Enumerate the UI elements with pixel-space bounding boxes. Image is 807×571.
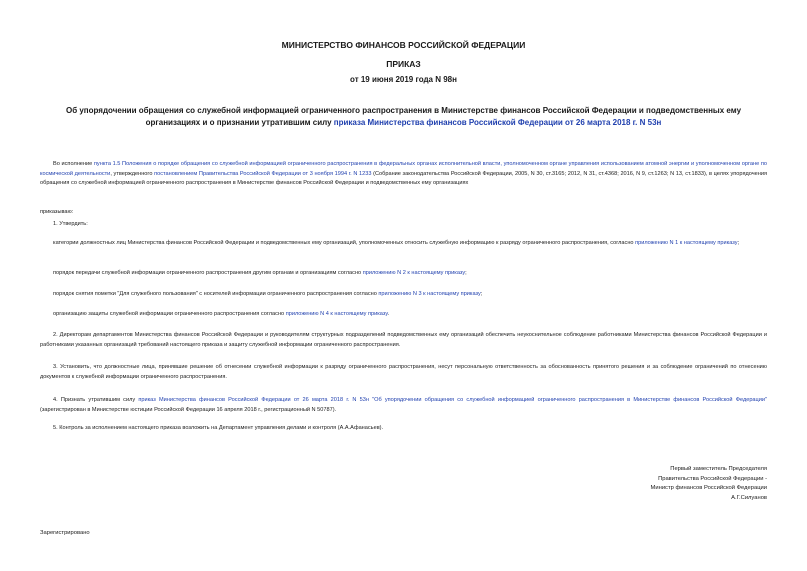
item-1c-link[interactable]: приложению N 3 к настоящему приказу [378,291,481,297]
item-1c: порядок снятия пометки "Для служебного пользования" с носителей информации ограниченного распространения согласно приложению N 3 к настоящему приказу; [53,291,483,297]
registered-note: Зарегистрировано [40,530,90,536]
item-1b-link[interactable]: приложению N 2 к настоящему приказу [362,270,466,276]
item-1c-text: порядок снятия пометки "Для служебного пользования" с носителей информации ограниченного распространения согласно [53,291,379,297]
item-1d-text: организацию защиты служебной информации ограниченного распространения согласно [53,311,286,317]
title-link[interactable]: приказа Министерства финансов Российской Федерации от 26 марта 2018 г. N 53н [333,118,662,127]
item-1b-text: порядок передачи служебной информации ограниченного распространения другим органам и организациям согласно [53,270,363,276]
doc-type-heading: ПРИКАЗ [386,59,421,69]
intro-paragraph [40,160,767,189]
item-1d-link[interactable]: приложению N 4 к настоящему приказу [285,311,388,317]
item-3: 3. Установить, что должностные лица, принявшие решение об отнесении служебной информации к разряду ограниченного распространения, несут персональную ответственность за обоснованность принятого решения и за соблюдение ограничений по отнесению документов к служебной информации ограниченного распространения. [40,364,767,380]
item-4-link[interactable]: приказ Министерства финансов Российской Федерации от 26 марта 2018 г. N 53н "Об упорядочении обращения со служебной информацией ограниченного распространения в Министерстве финансов Российской Федерации" [138,397,767,403]
signature-line-2: Правительства Российской Федерации - [658,475,767,482]
signature-line-1: Первый заместитель Председателя [670,466,767,472]
doc-date: от 19 июня 2019 года N 98н [350,75,457,84]
intro-link-2[interactable]: постановлением Правительства Российской Федерации от 3 ноября 1994 г. N 1233 [154,170,372,177]
signature-line-3: Министр финансов Российской Федерации [650,485,767,491]
title-text: Об упорядочении обращения со служебной информацией ограниченного распространения в Министерстве финансов Российской Федерации и подведомственных ему организациях и о признании утратившим силу [65,106,742,127]
intro-link-1[interactable]: пункта 1.5 Положения о порядке обращения со служебной информацией ограниченного распространения в федеральных органах исполнительной власти, уполномоченном органе управления использованием атомной энергии и уполномоченном органе по космической деятельности [40,161,767,177]
item-1a: категории должностных лиц Министерства финансов Российской Федерации и подведомственных ему организаций, уполномоченных относить служебную информацию к разряду ограниченного распространения, согласно приложению N 1 к настоящему приказу; [53,240,740,246]
signature-name: А.Г.Силуанов [731,494,767,501]
item-5: 5. Контроль за исполнением настоящего приказа возложить на Департамент управления делами и контроля (А.А.Афанасьев). [53,425,384,431]
item-1a-link[interactable]: приложению N 1 к настоящему приказу [635,240,738,246]
item-4 [40,396,767,415]
item-1: 1. Утвердить: [53,221,88,227]
signature-block [560,465,767,503]
item-2: 2. Директорам департаментов Министерства финансов Российской Федерации и руководителям структурных подразделений подведомственных ему организаций обеспечить неукоснительное соблюдение работниками Министерства финансов Российской Федерации и работниками указанных организаций требований настоящего приказа и защиту служебной информации ограниченного распространения. [40,332,767,348]
item-1d: организацию защиты служебной информации ограниченного распространения согласно приложению N 4 к настоящему приказу. [53,311,390,317]
item-4-tail: (зарегистрирован в Министерстве юстиции Российской Федерации 16 апреля 2018 г., регистрационный N 50787). [40,406,337,413]
intro-text-1: Во исполнение [53,161,94,167]
ministry-heading: МИНИСТЕРСТВО ФИНАНСОВ РОССИЙСКОЙ ФЕДЕРАЦИИ [281,40,526,50]
item-1a-text: категории должностных лиц Министерства финансов Российской Федерации и подведомственных ему организаций, уполномоченных относить служебную информацию к разряду ограниченного распространения, согласно [53,240,636,246]
prikazyvayu: приказываю: [40,209,74,215]
document-title [40,105,767,129]
item-1b: порядок передачи служебной информации ограниченного распространения другим органам и организациям согласно приложению N 2 к настоящему приказу; [53,270,467,276]
item-4-text: 4. Признать утратившим силу [53,397,139,403]
intro-text-2: , утвержденного [110,170,155,177]
intro-text-3: (Собрание законодательства Российской Федерации, 2005, N 30, ст.3165; 2012, N 31, ст.4368; 2016, N 9, ст.1263; N 13, ст.1833), в целях упорядочения обращения со служебной информацией ограниченного распространения в Министерстве финансов Российской Федерации и подведомственных ему организациях [40,170,768,186]
